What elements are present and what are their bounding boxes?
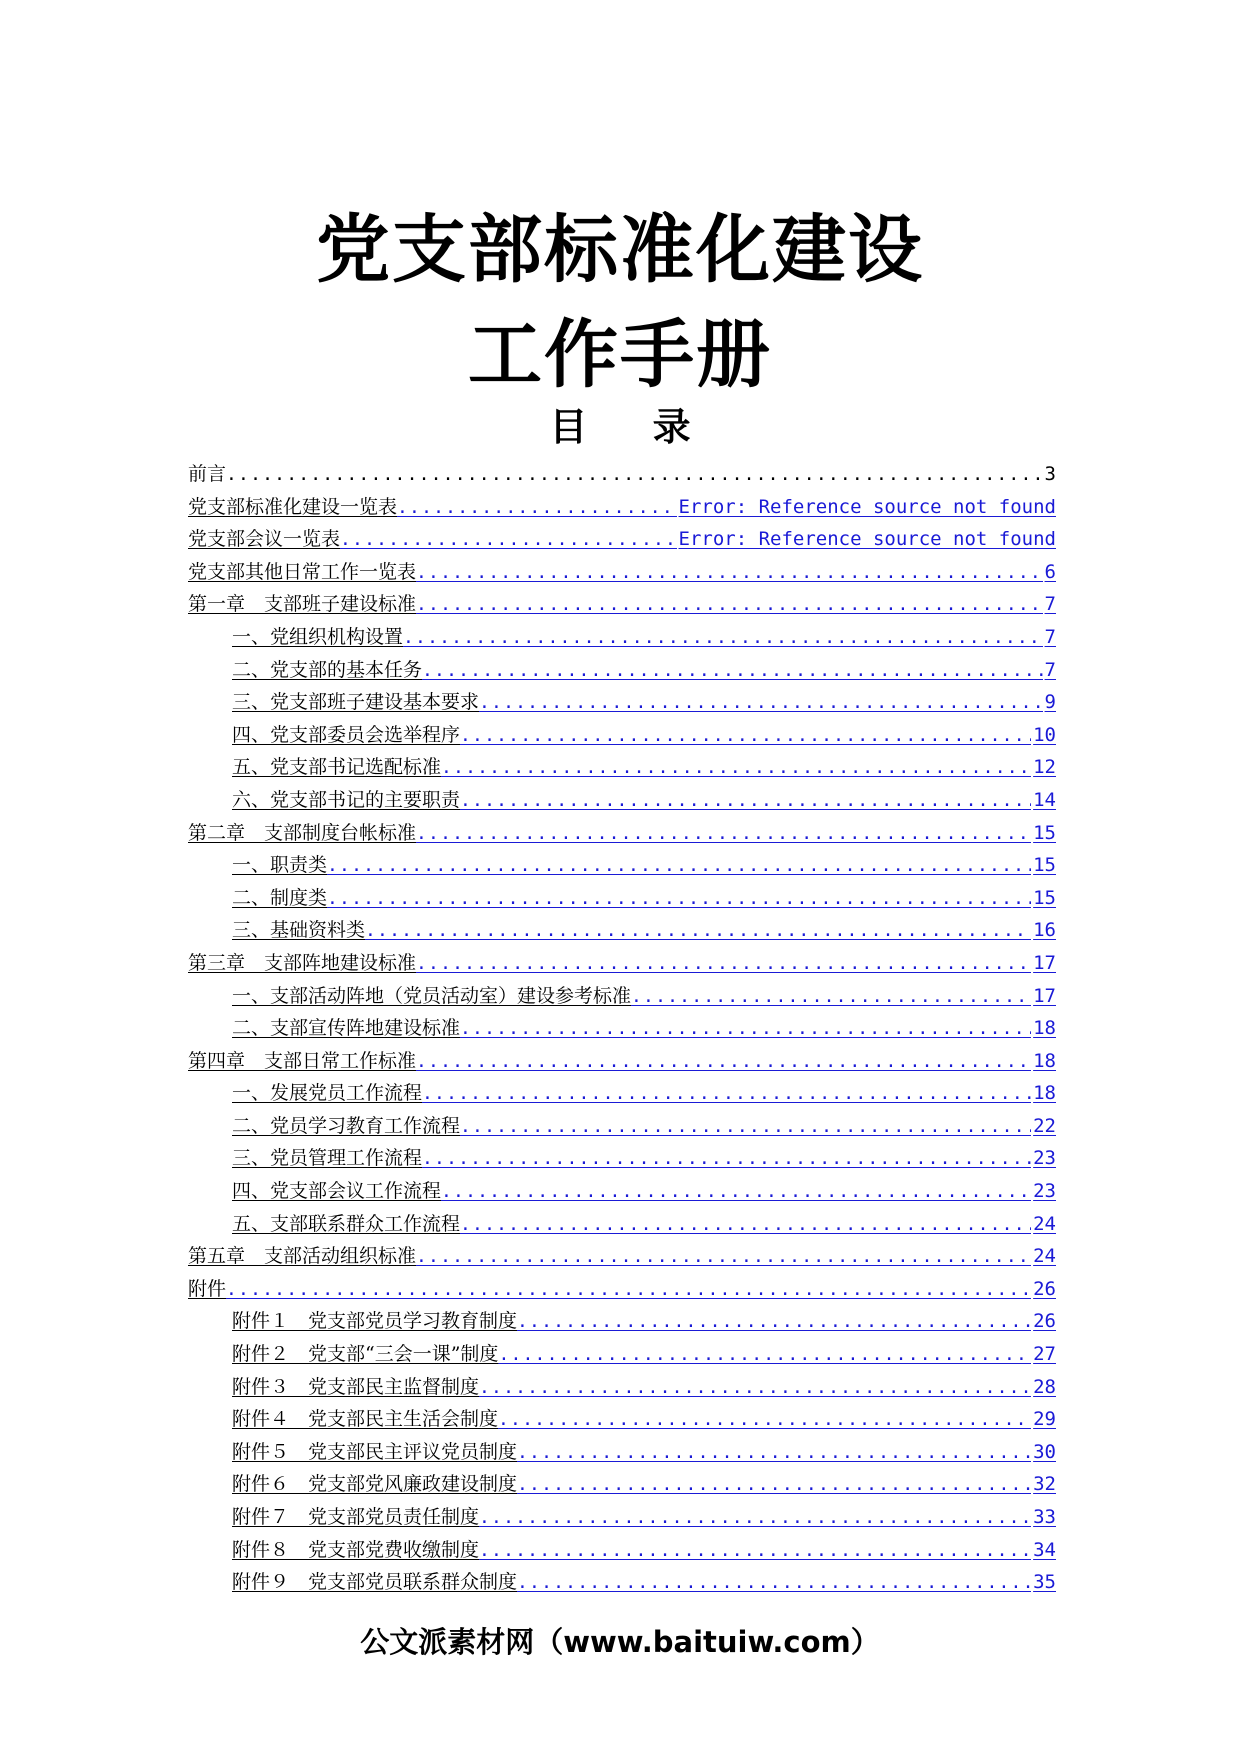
toc-page-number: 23 bbox=[1033, 1147, 1056, 1170]
toc-entry-label: 二、支部宣传阵地建设标准 bbox=[232, 1017, 461, 1040]
toc-page-number: 27 bbox=[1033, 1343, 1056, 1366]
toc-page-number: 18 bbox=[1033, 1049, 1056, 1072]
toc-entry-label: 一、支部活动阵地（党员活动室）建设参考标准 bbox=[232, 984, 632, 1007]
document-title-line1: 党支部标准化建设 bbox=[316, 207, 924, 293]
toc-dot-leader bbox=[460, 1111, 1031, 1144]
toc-heading: 目 录 bbox=[549, 405, 717, 449]
toc-page-number: 29 bbox=[1033, 1408, 1056, 1431]
toc-dot-leader bbox=[416, 948, 1031, 981]
toc-page-number: 23 bbox=[1033, 1180, 1056, 1203]
toc-entry-label: 三、基础资料类 bbox=[232, 919, 366, 942]
toc-page-number: 10 bbox=[1033, 723, 1056, 746]
toc-dot-leader bbox=[422, 1143, 1031, 1176]
toc-entry[interactable] bbox=[188, 1175, 1056, 1208]
document-title-line2: 工作手册 bbox=[468, 312, 772, 398]
toc-dot-leader bbox=[416, 589, 1043, 622]
toc-dot-leader bbox=[422, 655, 1043, 688]
toc-entry-label: 附件４ 党支部民主生活会制度 bbox=[232, 1408, 499, 1431]
toc-dot-leader bbox=[416, 818, 1031, 851]
toc-dot-leader bbox=[460, 785, 1031, 818]
toc-entry-label: 二、制度类 bbox=[232, 886, 328, 909]
toc-page-number: 26 bbox=[1033, 1310, 1056, 1333]
toc-dot-leader bbox=[226, 459, 1043, 492]
toc-dot-leader bbox=[441, 1176, 1031, 1209]
toc-entry-label: 附件 bbox=[188, 1277, 227, 1300]
toc-dot-leader bbox=[403, 622, 1043, 655]
toc-dot-leader bbox=[517, 1567, 1031, 1600]
toc-dot-leader bbox=[517, 1469, 1031, 1502]
toc-dot-leader bbox=[365, 915, 1031, 948]
toc-entry-label: 党支部会议一览表 bbox=[188, 528, 341, 551]
toc-entry[interactable] bbox=[188, 784, 1056, 817]
toc-entry-label: 第四章 支部日常工作标准 bbox=[188, 1049, 417, 1072]
toc-entry[interactable] bbox=[188, 1501, 1056, 1534]
toc-entry[interactable] bbox=[188, 1468, 1056, 1501]
footer-source: 公文派素材网（www.baituiw.com） bbox=[360, 1625, 880, 1659]
toc-dot-leader bbox=[498, 1339, 1031, 1372]
toc-page-number: 18 bbox=[1033, 1017, 1056, 1040]
toc-entry-label: 一、发展党员工作流程 bbox=[232, 1082, 423, 1105]
toc-dot-leader bbox=[327, 850, 1031, 883]
toc-dot-leader bbox=[479, 1502, 1031, 1535]
toc-page-number: 35 bbox=[1033, 1571, 1056, 1594]
toc-dot-leader bbox=[460, 1209, 1031, 1242]
toc-entry[interactable] bbox=[188, 556, 1056, 589]
toc-dot-leader bbox=[498, 1404, 1031, 1437]
toc-entry-label: 三、党支部班子建设基本要求 bbox=[232, 691, 480, 714]
toc-entry[interactable] bbox=[188, 491, 1056, 524]
toc-entry[interactable] bbox=[188, 523, 1056, 556]
toc-page-number: 12 bbox=[1033, 756, 1056, 779]
toc-entry[interactable] bbox=[188, 1305, 1056, 1338]
toc-page-number: Error: Reference source not found bbox=[678, 495, 1056, 518]
toc-dot-leader bbox=[397, 492, 676, 525]
toc-entry[interactable] bbox=[188, 882, 1056, 915]
toc-entry-label: 四、党支部会议工作流程 bbox=[232, 1180, 442, 1203]
toc-entry-label: 附件９ 党支部党员联系群众制度 bbox=[232, 1571, 518, 1594]
toc-entry[interactable] bbox=[188, 947, 1056, 980]
toc-entry-label: 第一章 支部班子建设标准 bbox=[188, 593, 417, 616]
toc-entry[interactable] bbox=[188, 458, 1056, 491]
toc-entry-label: 五、党支部书记选配标准 bbox=[232, 756, 442, 779]
toc-entry[interactable] bbox=[188, 1273, 1056, 1306]
toc-page-number: 26 bbox=[1033, 1277, 1056, 1300]
toc-page-number: 17 bbox=[1033, 951, 1056, 974]
toc-entry[interactable] bbox=[188, 686, 1056, 719]
toc-page-number: 32 bbox=[1033, 1473, 1056, 1496]
toc-entry[interactable] bbox=[188, 1045, 1056, 1078]
toc-entry-label: 五、支部联系群众工作流程 bbox=[232, 1212, 461, 1235]
toc-entry[interactable] bbox=[188, 1534, 1056, 1567]
toc-entry[interactable] bbox=[188, 588, 1056, 621]
toc-page-number: 17 bbox=[1033, 984, 1056, 1007]
toc-entry[interactable] bbox=[188, 751, 1056, 784]
toc-entry[interactable] bbox=[188, 914, 1056, 947]
toc-entry-label: 附件７ 党支部党员责任制度 bbox=[232, 1506, 480, 1528]
toc-page-number: 15 bbox=[1033, 821, 1056, 844]
toc-page-number: 18 bbox=[1033, 1082, 1056, 1105]
toc-entry-label: 第二章 支部制度台帐标准 bbox=[188, 821, 417, 844]
toc-page-number: 3 bbox=[1044, 463, 1056, 485]
toc-dot-leader bbox=[460, 1013, 1031, 1046]
toc-dot-leader bbox=[460, 720, 1031, 753]
toc-page-number: 15 bbox=[1033, 886, 1056, 909]
toc-page-number: 7 bbox=[1044, 658, 1056, 681]
toc-page-number: 22 bbox=[1033, 1114, 1056, 1137]
toc-entry-label: 第五章 支部活动组织标准 bbox=[188, 1245, 417, 1268]
toc-entry-label: 附件１ 党支部党员学习教育制度 bbox=[232, 1310, 518, 1333]
toc-entry-label: 二、党支部的基本任务 bbox=[232, 658, 423, 681]
toc-entry[interactable] bbox=[188, 1012, 1056, 1045]
toc-entry[interactable] bbox=[188, 817, 1056, 850]
toc-entry[interactable] bbox=[188, 621, 1056, 654]
toc-dot-leader bbox=[416, 1241, 1031, 1274]
toc-page-number: 14 bbox=[1033, 788, 1056, 811]
toc-page-number: 24 bbox=[1033, 1212, 1056, 1235]
toc-entry[interactable] bbox=[188, 1077, 1056, 1110]
toc-entry[interactable] bbox=[188, 1240, 1056, 1273]
toc-entry[interactable] bbox=[188, 654, 1056, 687]
toc-entry-label: 附件２ 党支部“三会一课”制度 bbox=[232, 1343, 499, 1366]
toc-entry-label: 附件８ 党支部党费收缴制度 bbox=[232, 1538, 480, 1561]
toc-entry-label: 三、党员管理工作流程 bbox=[232, 1147, 423, 1170]
toc-entry[interactable] bbox=[188, 1338, 1056, 1371]
toc-entry-label: 四、党支部委员会选举程序 bbox=[232, 723, 461, 746]
toc-page-number: 24 bbox=[1033, 1245, 1056, 1268]
toc-entry[interactable] bbox=[188, 1110, 1056, 1143]
toc-entry-label: 党支部标准化建设一览表 bbox=[188, 495, 398, 518]
toc-entry-label: 一、职责类 bbox=[232, 854, 328, 877]
toc-entry[interactable] bbox=[188, 849, 1056, 882]
toc-dot-leader bbox=[327, 883, 1031, 916]
toc-entry[interactable] bbox=[188, 719, 1056, 752]
toc-dot-leader bbox=[441, 752, 1031, 785]
toc-entry[interactable] bbox=[188, 1566, 1056, 1599]
toc-entry[interactable] bbox=[188, 1208, 1056, 1241]
toc-entry-label: 附件３ 党支部民主监督制度 bbox=[232, 1375, 480, 1398]
toc-page-number: 28 bbox=[1033, 1375, 1056, 1398]
toc-page-number: 16 bbox=[1033, 919, 1056, 942]
toc-entry[interactable] bbox=[188, 1436, 1056, 1469]
toc-dot-leader bbox=[340, 524, 676, 557]
toc-entry[interactable] bbox=[188, 1142, 1056, 1175]
toc-dot-leader bbox=[416, 557, 1043, 590]
toc-entry[interactable] bbox=[188, 1403, 1056, 1436]
toc-entry-label: 前言 bbox=[188, 463, 227, 485]
toc-entry[interactable] bbox=[188, 980, 1056, 1013]
toc-page-number: 7 bbox=[1044, 593, 1056, 616]
toc-dot-leader bbox=[416, 1046, 1031, 1079]
toc-page-number: 6 bbox=[1044, 560, 1056, 583]
toc-page-number: 34 bbox=[1033, 1538, 1056, 1561]
table-of-contents bbox=[188, 458, 1056, 1599]
toc-dot-leader bbox=[422, 1078, 1031, 1111]
toc-page-number: 30 bbox=[1033, 1440, 1056, 1463]
toc-dot-leader bbox=[631, 981, 1031, 1014]
toc-page-number: 9 bbox=[1044, 691, 1056, 714]
toc-entry-label: 二、党员学习教育工作流程 bbox=[232, 1114, 461, 1137]
toc-page-number: 33 bbox=[1033, 1506, 1056, 1528]
toc-entry[interactable] bbox=[188, 1371, 1056, 1404]
toc-page-number: 15 bbox=[1033, 854, 1056, 877]
toc-entry-label: 一、党组织机构设置 bbox=[232, 625, 404, 648]
toc-page-number: Error: Reference source not found bbox=[678, 528, 1056, 551]
toc-entry-label: 第三章 支部阵地建设标准 bbox=[188, 951, 417, 974]
toc-entry-label: 附件６ 党支部党风廉政建设制度 bbox=[232, 1473, 518, 1496]
toc-entry-label: 党支部其他日常工作一览表 bbox=[188, 560, 417, 583]
toc-dot-leader bbox=[226, 1274, 1031, 1307]
toc-dot-leader bbox=[517, 1306, 1031, 1339]
toc-entry-label: 附件５ 党支部民主评议党员制度 bbox=[232, 1440, 518, 1463]
toc-entry-label: 六、党支部书记的主要职责 bbox=[232, 788, 461, 811]
toc-page-number: 7 bbox=[1044, 625, 1056, 648]
toc-dot-leader bbox=[479, 687, 1043, 720]
toc-dot-leader bbox=[517, 1437, 1031, 1470]
toc-dot-leader bbox=[479, 1372, 1031, 1405]
toc-dot-leader bbox=[479, 1535, 1031, 1568]
